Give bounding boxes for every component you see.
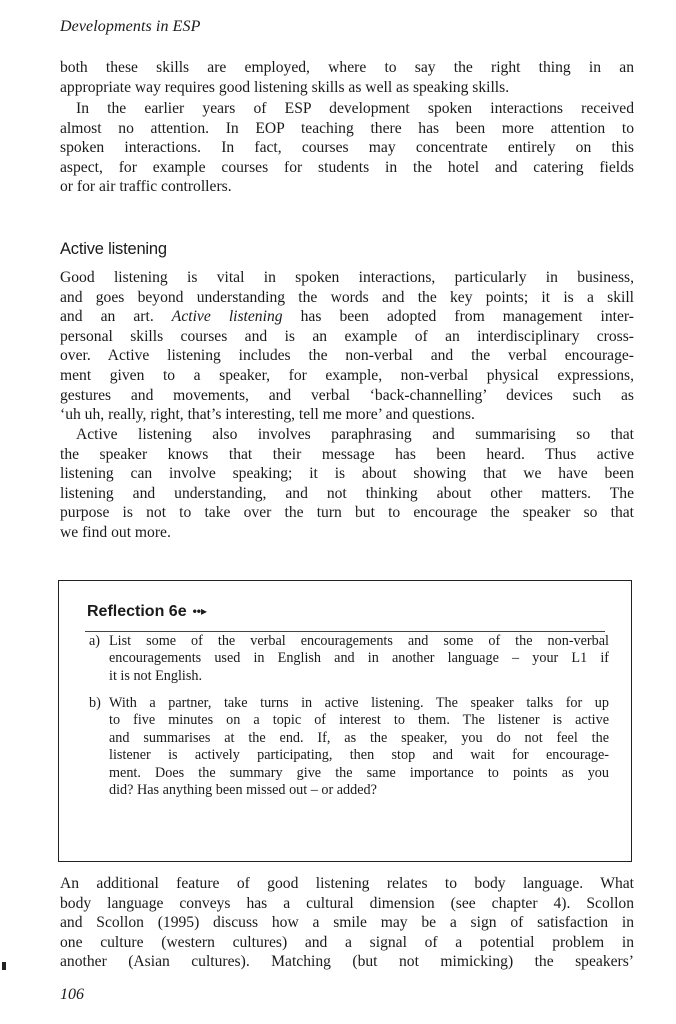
- text-line: encouragements used in English and in another language – your L1 if: [109, 650, 609, 667]
- text-line: almost no attention. In EOP teaching there has been more attention to: [60, 119, 634, 137]
- item-marker: b): [89, 695, 101, 711]
- text-line: personal skills courses and is an example of an interdisciplinary cross-: [60, 327, 634, 345]
- text-line: over. Active listening includes the non-verbal and the verbal encourage-: [60, 347, 634, 365]
- reflection-item-b: [89, 695, 609, 799]
- body-language-paragraph: [60, 874, 634, 972]
- text-line: and Scollon (1995) discuss how a smile may be a sign of satisfaction in: [60, 914, 634, 932]
- paraphrasing-paragraph: [60, 425, 634, 543]
- text-line: appropriate way requires good listening skills as well as speaking skills.: [60, 78, 510, 96]
- text-line: listening can involve speaking; it is about showing that we have been: [60, 465, 634, 483]
- text-line: ment. Does the summary give the same importance to points as you: [109, 764, 609, 781]
- text-line: listener is actively participating, then stop and wait for encourage-: [109, 747, 609, 764]
- text-line: List some of the verbal encouragements and some of the non-verbal: [109, 633, 609, 649]
- text-line: purpose is not to take over the turn but to encourage the speaker so that: [60, 504, 634, 522]
- text-line: listening and understanding, and not thinking about other matters. The: [60, 484, 634, 502]
- esp-history-paragraph: [60, 99, 634, 197]
- text-line-with-emphasis: [60, 307, 634, 327]
- text-line: to five minutes on a topic of interest to them. The listener is active: [109, 712, 609, 729]
- text-line: and goes beyond understanding the words and the key points; it is a skill: [60, 288, 634, 306]
- reflection-title: [87, 603, 207, 621]
- text-line: ‘uh uh, really, right, that’s interesting, tell me more’ and questions.: [60, 406, 475, 424]
- text-line: gestures and movements, and verbal ‘back-channelling’ devices such as: [60, 386, 634, 404]
- text-segment: has been adopted from management inter-: [282, 308, 634, 326]
- text-segment: and an art.: [60, 308, 172, 326]
- text-line: the speaker knows that their message has been heard. Thus active: [60, 445, 634, 463]
- reflection-divider: [85, 631, 605, 632]
- text-line: we find out more.: [60, 523, 171, 541]
- text-line: An additional feature of good listening relates to body language. What: [60, 875, 634, 892]
- page-number: 106: [60, 986, 84, 1003]
- text-line: it is not English.: [109, 667, 203, 684]
- margin-mark: [2, 962, 6, 970]
- text-line: In the earlier years of ESP development spoken interactions received: [76, 100, 634, 117]
- text-line: both these skills are employed, where to say the right thing in an: [60, 59, 634, 76]
- text-line: Active listening also involves paraphrasing and summarising so that: [76, 426, 634, 443]
- arrow-icon: ••▸: [192, 604, 208, 618]
- running-head: Developments in ESP: [60, 18, 201, 35]
- reflection-item-a: [89, 633, 609, 685]
- reflection-box: [58, 580, 632, 862]
- text-line: With a partner, take turns in active listening. The speaker talks for up: [109, 695, 609, 711]
- item-body: [109, 695, 609, 799]
- text-line: aspect, for example courses for students in the hotel and catering fields: [60, 158, 634, 176]
- text-line: one culture (western cultures) and a signal of a potential problem in: [60, 933, 634, 951]
- text-line: another (Asian cultures). Matching (but not mimicking) the speakers’: [60, 953, 634, 971]
- text-line: Good listening is vital in spoken interactions, particularly in business,: [60, 269, 634, 286]
- section-heading: Active listening: [60, 240, 167, 258]
- text-line: or for air traffic controllers.: [60, 178, 232, 196]
- text-line: spoken interactions. In fact, courses may concentrate entirely on this: [60, 139, 634, 157]
- active-listening-paragraph: [60, 268, 634, 425]
- intro-paragraph: [60, 58, 634, 97]
- text-line: ment given to a speaker, for example, non-verbal physical expressions,: [60, 366, 634, 384]
- text-line: did? Has anything been missed out – or added?: [109, 782, 377, 799]
- item-marker: a): [89, 633, 101, 649]
- text-line: body language conveys has a cultural dimension (see chapter 4). Scollon: [60, 894, 634, 912]
- item-body: [109, 633, 609, 685]
- text-line: and summarises at the end. If, as the speaker, you do not feel the: [109, 729, 609, 746]
- reflection-title-text: Reflection 6e: [87, 603, 187, 620]
- emphasis-term: Active listening: [171, 308, 283, 326]
